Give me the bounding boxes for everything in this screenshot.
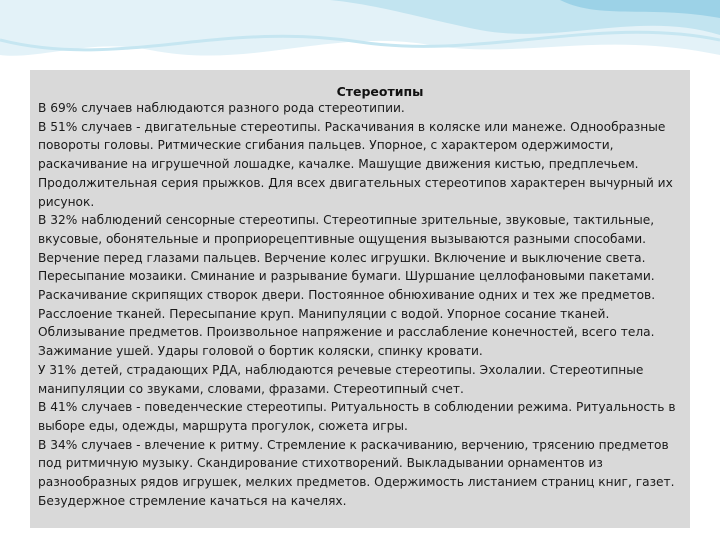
paragraph-rhythm: В 34% случаев - влечение к ритму. Стремление к раскачиванию, верчению, трясению предметов под ритмичную музыку. Скандирование стихотворений. Выкладывании орнаментов из разнообразных рядов игрушек, мелких предметов. Одержимость листанием страниц книг, газет. Безудержное стремление качаться на качелях.	[38, 437, 675, 508]
paragraph-behavior: В 41% случаев - поведенческие стереотипы. Ритуальность в соблюдении режима. Ритуальность в выборе еды, одежды, маршрута прогулок, сюжета игры.	[38, 400, 676, 433]
paragraph-intro: В 69% случаев наблюдаются разного рода стереотипии.	[38, 101, 405, 115]
slide-body	[38, 99, 686, 510]
slide-title: Стереотипы	[336, 84, 424, 99]
paragraph-sensory: В 32% наблюдений сенсорные стереотипы. Стереотипные зрительные, звуковые, тактильные, вкусовые, обонятельные и проприорецептивные ощущения вызываются разными способами. Верчение перед глазами пальцев. Верчение колес игрушки. Включение и выключение света. Пересыпание мозаики. Сминание и разрывание бумаги. Шуршание целлофановыми пакетами. Раскачивание скрипящих створок двери. Постоянное обнюхивание одних и тех же предметов. Расслоение тканей. Пересыпание круп. Манипуляции с водой. Упорное сосание тканей. Облизывание предметов. Произвольное напряжение и расслабление конечностей, всего тела. Зажимание ушей. Удары головой о бортик коляски, спинку кровати.	[38, 213, 656, 359]
paragraph-speech: У 31% детей, страдающих РДА, наблюдаются речевые стереотипы. Эхолалии. Стереотипные манипуляции со звуками, словами, фразами. Стереотипный счет.	[38, 362, 644, 396]
paragraph-motor: В 51% случаев - двигательные стереотипы. Раскачивания в коляске или манеже. Однообразные повороты головы. Ритмические сгибания пальцев. Упорное, с характером одержимости, раскачивание на игрушечной лошадке, качалке. Машущие движения кистью, предплечьем. Продолжительная серия прыжков. Для всех двигательных стереотипов характерен вычурный их рисунок.	[38, 119, 673, 209]
